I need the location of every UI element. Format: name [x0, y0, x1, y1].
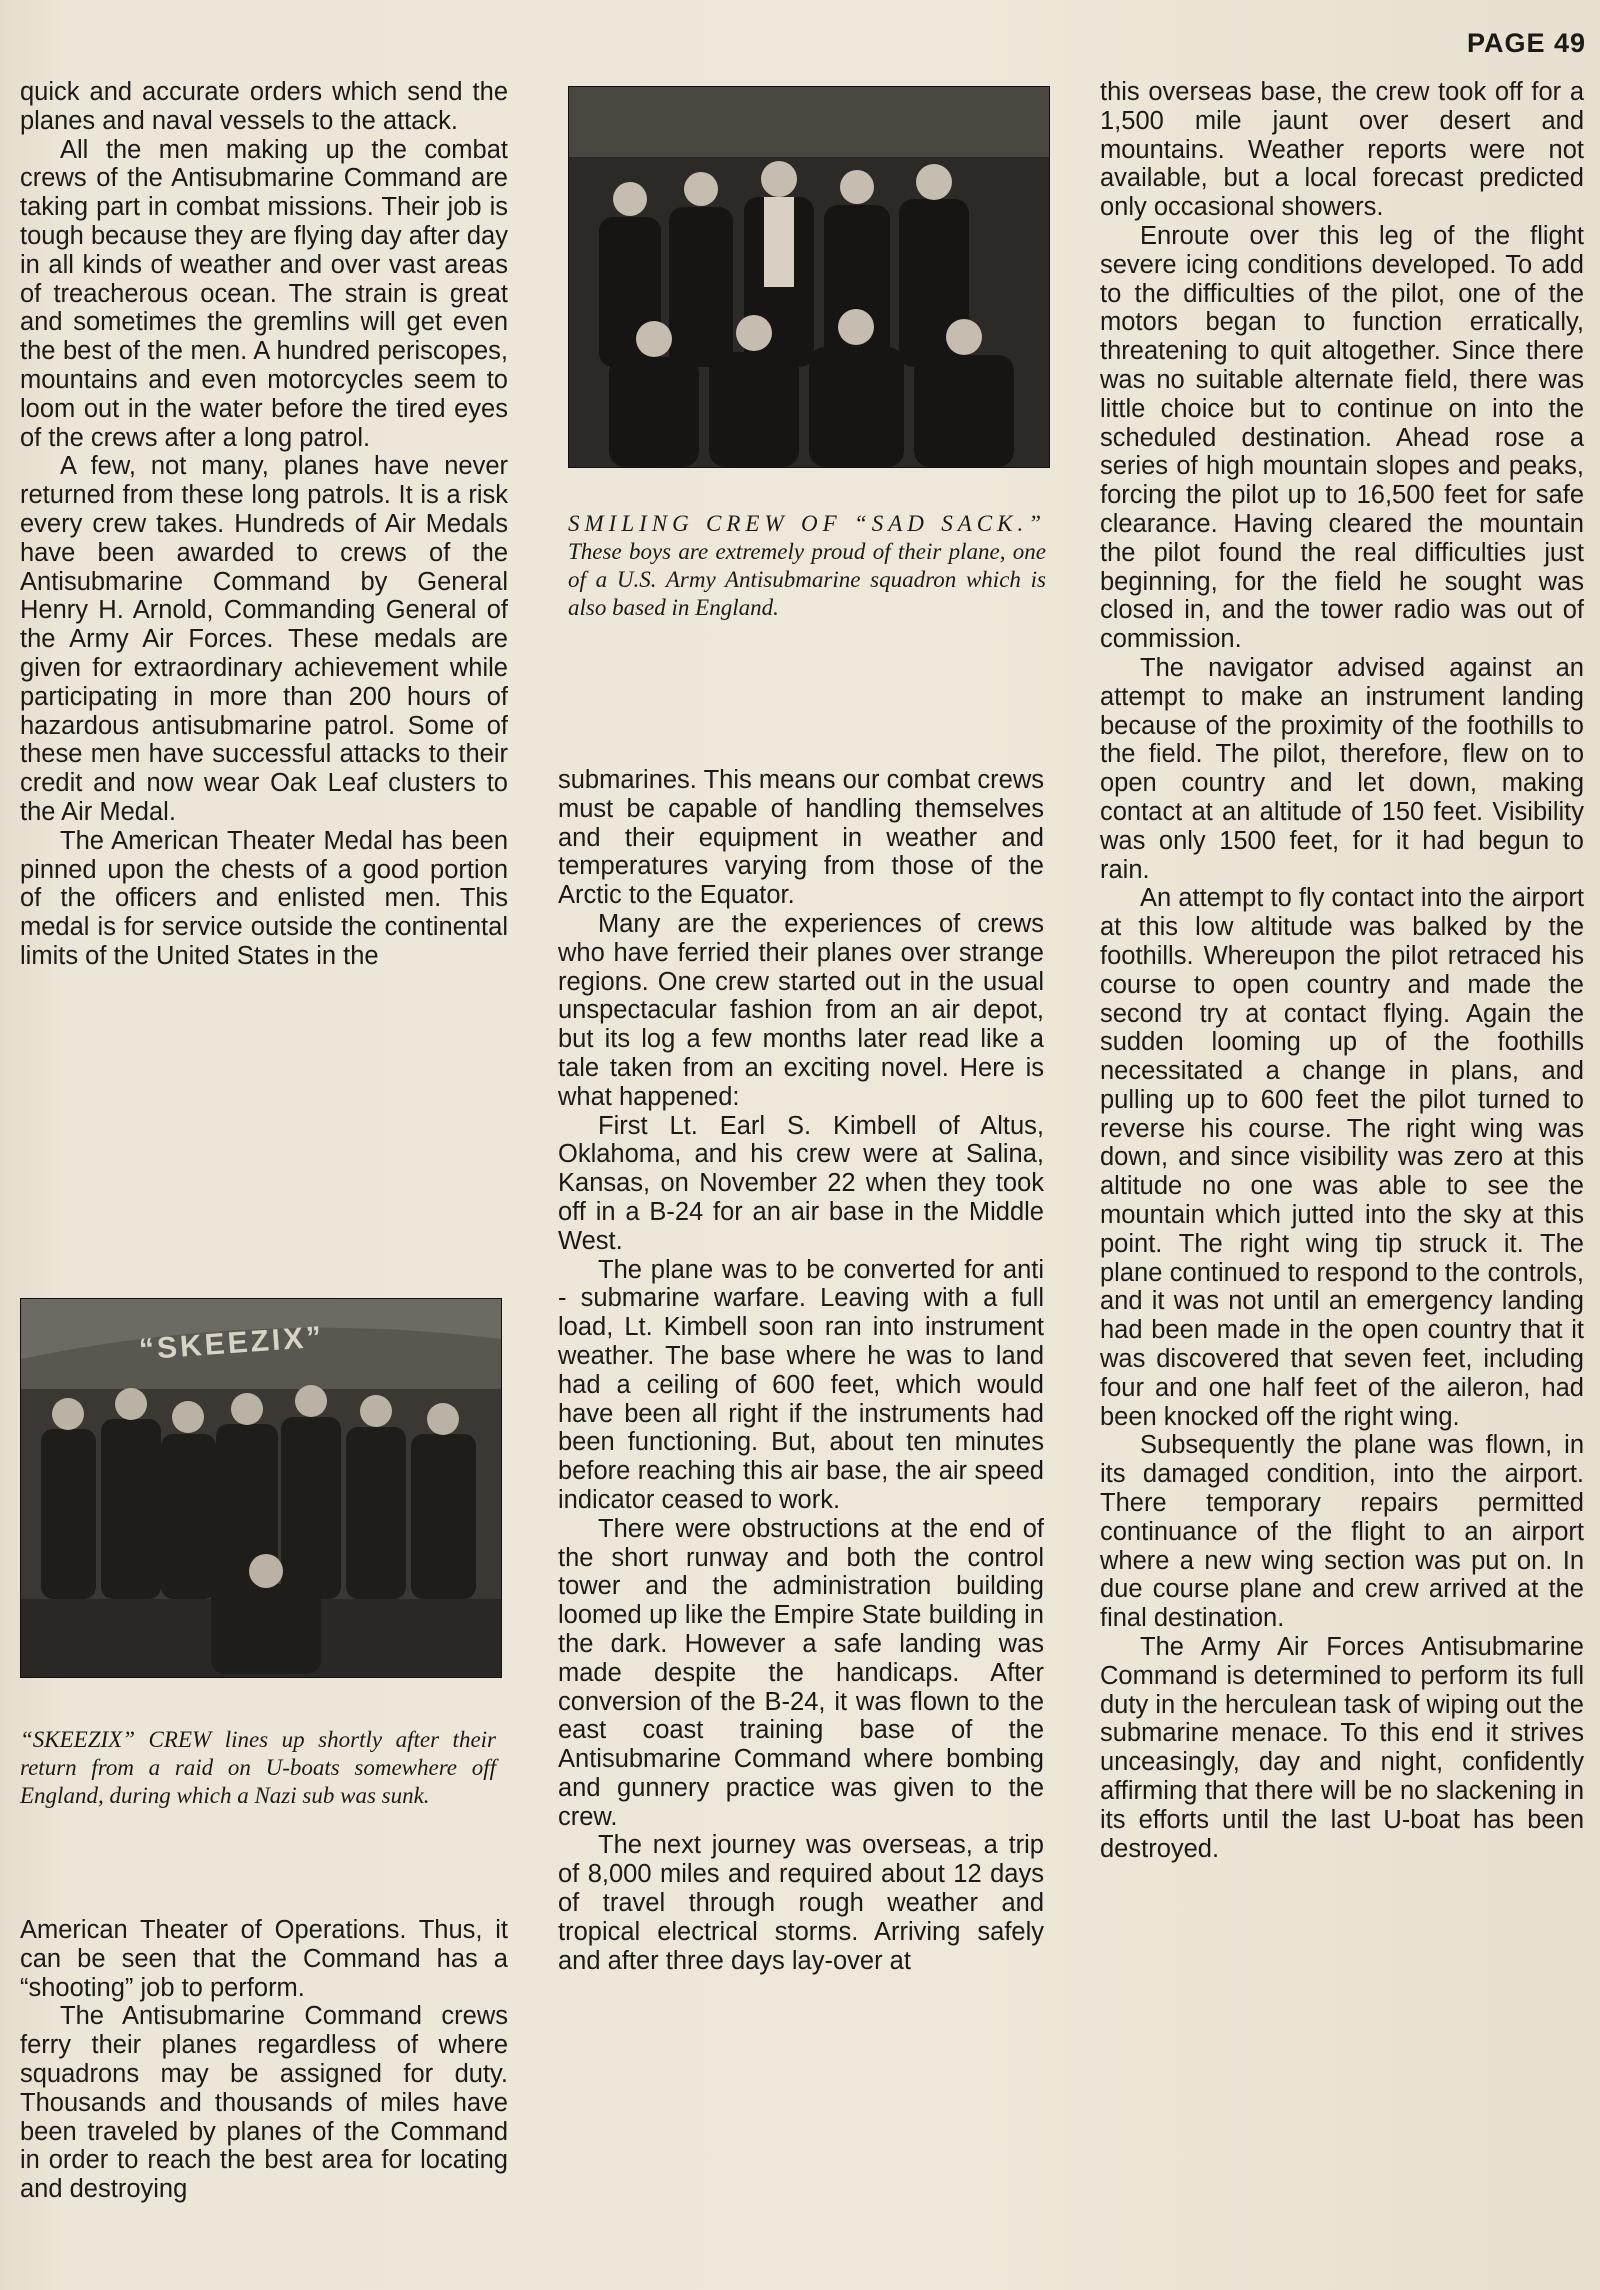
sad-sack-crew-photo	[568, 86, 1050, 468]
article-column-1-bottom	[20, 1916, 508, 2204]
paragraph: An attempt to fly contact into the airport at this low altitude was balked by the foothills. Whereupon the pilot retraced his course to open country and made the second try at contact flying. Again the sudden looming up of the foothills necessitated a change in plans, and pulling up to 600 feet the pilot turned to reverse his course. The right wing was down, and since visibility was zero at this altitude no one was able to see the mountain which jutted into the sky at this point. The right wing tip struck it. The plane continued to respond to the controls, and it was not until an emergency landing had been made in the open country that it was discovered that seven feet, including four and one half feet of the aileron, had been knocked off the right wing.	[1100, 884, 1584, 1431]
skeezix-photo-caption	[20, 1726, 496, 1810]
caption-text: These boys are extremely proud of their plane, one of a U.S. Army Antisubmarine squadron which is also based in England.	[568, 539, 1046, 620]
paragraph: The navigator advised against an attempt to make an instrument landing because of the proximity of the foothills to the field. The pilot, therefore, flew on to open country and let down, making contact at an altitude of 150 feet. Visibility was only 1500 feet, for it had begun to rain.	[1100, 653, 1584, 884]
paragraph: American Theater of Operations. Thus, it can be seen that the Command has a “shooting” job to perform.	[20, 1916, 508, 2002]
article-column-2	[558, 766, 1044, 1975]
paragraph: this overseas base, the crew took off for a 1,500 mile jaunt over desert and mountains. Weather reports were not available, but a local forecast predicted only occasional showers.	[1100, 78, 1584, 222]
paragraph: There were obstructions at the end of the short runway and both the control tower and the administration building loomed up like the Empire State building in the dark. However a safe landing was made despite the handicaps. After conversion of the B-24, it was flown to the east coast training base of the Antisubmarine Command where bombing and gunnery practice was given to the crew.	[558, 1514, 1044, 1831]
article-column-3	[1100, 78, 1584, 1863]
caption-text: lines up shortly after their return from a raid on U-boats somewhere off England, during which a Nazi sub was sunk.	[20, 1727, 497, 1808]
paragraph: Enroute over this leg of the flight severe icing conditions developed. To add to the difficulties of the pilot, one of the motors began to function erratically, threatening to quit altogether. Since there was no suitable alternate field, there was little choice but to continue on into the scheduled destination. Ahead rose a series of high mountain slopes and peaks, forcing the pilot up to 16,500 feet for safe clearance. Having cleared the mountain the pilot found the real difficulties just beginning, for the field he sought was closed in, and the tower radio was out of commission.	[1100, 221, 1584, 654]
paragraph: The Army Air Forces Antisubmarine Command is determined to perform its full duty in the herculean task of wiping out the submarine menace. To this end it strives unceasingly, day and night, confidently affirming that there will be no slackening in its efforts until the last U-boat has been destroyed.	[1100, 1633, 1584, 1863]
paragraph: The Antisubmarine Command crews ferry their planes regardless of where squadrons may be assigned for duty. Thousands and thousands of miles have been traveled by planes of the Command in order to reach the best area for locating and destroying	[20, 2002, 508, 2204]
paragraph: A few, not many, planes have never returned from these long patrols. It is a risk every crew takes. Hundreds of Air Medals have been awarded to crews of the Antisubmarine Command by General Henry H. Arnold, Commanding General of the Army Air Forces. These medals are given for extraordinary achievement while participating in more than 200 hours of hazardous antisubmarine patrol. Some of these men have successful attacks to their credit and now wear Oak Leaf clusters to the Air Medal.	[20, 452, 508, 826]
article-column-1-top	[20, 78, 508, 971]
paragraph: All the men making up the combat crews of the Antisubmarine Command are taking part in combat missions. Their job is tough because they are flying day after day in all kinds of weather and over vast areas of treacherous ocean. The strain is great and sometimes the gremlins will get even the best of the men. A hundred periscopes, mountains and even motorcycles seem to loom out in the water before the tired eyes of the crews after a long patrol.	[20, 135, 508, 452]
paragraph: Many are the experiences of crews who have ferried their planes over strange regions. One crew started out in the usual unspectacular fashion from an air depot, but its log a few months later read like a tale taken from an exciting novel. Here is what happened:	[558, 909, 1044, 1111]
caption-lead: SMILING CREW OF “SAD SACK.”	[568, 511, 1046, 536]
page-number: PAGE 49	[1466, 28, 1586, 58]
paragraph: The American Theater Medal has been pinned upon the chests of a good portion of the officers and enlisted men. This medal is for service outside the continental limits of the United States in the	[20, 826, 508, 970]
sad-sack-photo-caption	[568, 510, 1046, 622]
nose-art-label: “SKEEZIX”	[138, 1320, 326, 1367]
paragraph: submarines. This means our combat crews must be capable of handling themselves and their equipment in weather and temperatures varying from those of the Arctic to the Equator.	[558, 766, 1044, 910]
skeezix-crew-photo	[20, 1298, 502, 1678]
crew-photo-illustration	[569, 87, 1049, 467]
paragraph: quick and accurate orders which send the planes and naval vessels to the attack.	[20, 78, 508, 135]
paragraph: Subsequently the plane was flown, in its damaged condition, into the airport. There temporary repairs permitted continuance of the flight to an airport where a new wing section was put on. In due course plane and crew arrived at the final destination.	[1100, 1431, 1584, 1633]
paragraph: The plane was to be converted for anti - submarine warfare. Leaving with a full load, Lt. Kimbell soon ran into instrument weather. The base where he was to land had a ceiling of 600 feet, which would have been all right if the instruments had been functioning. But, about ten minutes before reaching this air base, the air speed indicator ceased to work.	[558, 1255, 1044, 1514]
paragraph: The next journey was overseas, a trip of 8,000 miles and required about 12 days of travel through rough weather and tropical electrical storms. Arriving safely and after three days lay-over at	[558, 1831, 1044, 1975]
paragraph: First Lt. Earl S. Kimbell of Altus, Oklahoma, and his crew were at Salina, Kansas, on November 22 when they took off in a B-24 for an air base in the Middle West.	[558, 1111, 1044, 1255]
caption-lead: “SKEEZIX” CREW	[20, 1727, 212, 1752]
